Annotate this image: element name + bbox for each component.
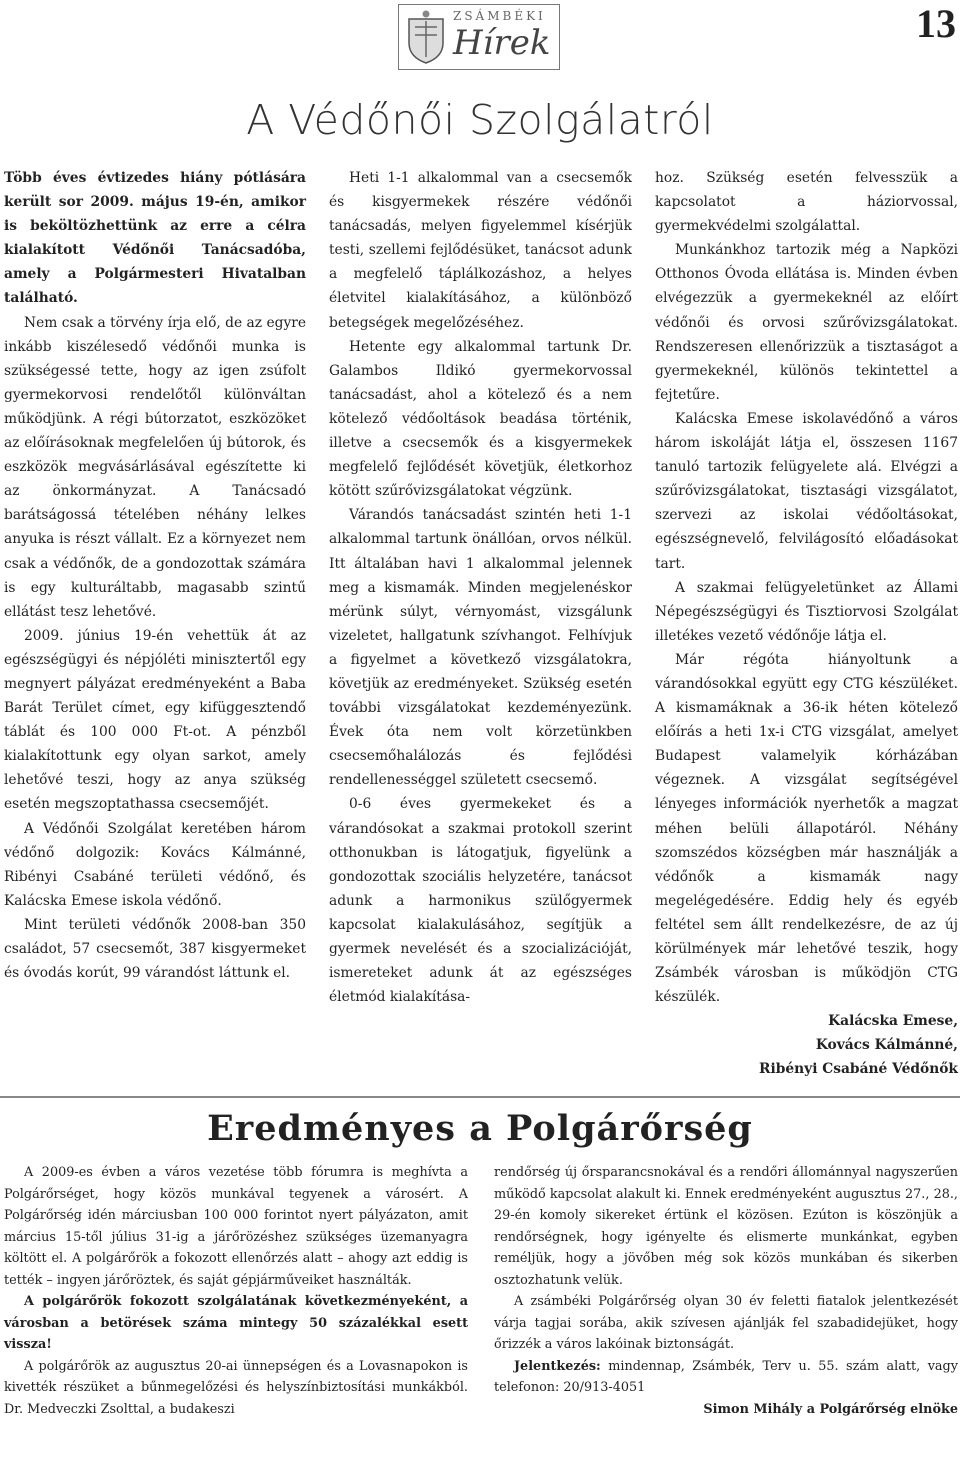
paragraph: Várandós tanácsadást szintén heti 1-1 alkalommal tartunk önállóan, orvos nélkül. Itt általában havi 1 alkalommal jelennek meg a kismamák. Minden megjelenéskor mérünk súlyt, vérnyomást, vizsgálunk vizeletet, hallgatunk szívhangot. Felhívjuk a figyelmet a következő vizsgálatokra, követjük az eredményeket. Szükség esetén további vizsgálatokat kezdeményezünk. Évek óta nem volt körzetünkben csecsemőhalálozás és fejlődési rendellenességgel született csecsemő. bbox=[329, 507, 632, 789]
article-column-2 bbox=[329, 166, 632, 1009]
contact-text: mindennap, Zsámbék, Terv u. 55. szám alatt, vagy telefonon: 20/913-4051 bbox=[494, 1358, 958, 1395]
paragraph: Hetente egy alkalommal tartunk Dr. Galambos Ildikó gyermekorvossal tanácsadást, ahol a kötelező és a nem kötelező védőoltások beadása történik, illetve a csecsemők és a kisgyermekek megfelelő fejlődését követjük, életkorhoz kötött szűrővizsgálatokat végzünk. bbox=[329, 338, 632, 500]
article2-column-right bbox=[494, 1162, 958, 1420]
brand-main: Hírek bbox=[453, 23, 551, 63]
town-crest-icon bbox=[405, 9, 447, 65]
paragraph: Munkánkhoz tartozik még a Napközi Otthonos Óvoda ellátása is. Minden évben elvégezzük a gyermekeknél az előírt védőnői és orvosi szűrővizsgálatokat. Rendszeresen ellenőrizzük a tisztaságot a gyermekeknél, különös tekintettel a fejtetűre. bbox=[655, 242, 958, 403]
signature-line: Kalácska Emese, bbox=[828, 1013, 958, 1030]
paragraph: rendőrség új őrsparancsnokával és a rendőri állománnyal nagyszerűen működő kapcsolat alakult ki. Ennek eredményeként augusztus 27., 28., 29-én komoly sikereket értünk el közösen. Ezúton is köszönjük a rendőrségnek, hogy igényelte és elismerte munkánkat, egyben reméljük, hogy a jövőben még sok közös munkában és sikerben osztozhatunk velük. bbox=[494, 1165, 958, 1288]
paragraph: A polgárőrök az augusztus 20-ai ünnepségen és a Lovasnapokon is kivették részüket a bűnmegelőzési és helyszínbiztosítási munkákból. Dr. Medveczki Zsolttal, a budakeszi bbox=[4, 1358, 468, 1417]
paragraph: A 2009-es évben a város vezetése több fórumra is meghívta a Polgárőrséget, hogy közös munkával tegyenek a városért. A Polgárőrség idén márciusban 100 000 forintot nyert pályázaton, amit március 15-től július 31-ig a járőrözéshez szükséges üzemanyagra költött el. A polgárőrök a fokozott ellenőrzés alatt – ahogy azt eddig is tették – ingyen járőröztek, és saját gépjárműveiket használták. bbox=[4, 1165, 468, 1288]
signature-line: Simon Mihály a Polgárőrség elnöke bbox=[703, 1401, 958, 1417]
paragraph: Kalácska Emese iskolavédőnő a város három iskoláját látja el, összesen 1167 tanuló tartozik felügyelete alá. Elvégzi a szűrővizsgálatokat, tisztasági vizsgálatot, szervezi az iskolai védőoltásokat, egészségnevelő, felvilágosító előadásokat tart. bbox=[655, 410, 958, 572]
highlight-paragraph: A polgárőrök fokozott szolgálatának következményeként, a városban a betörések száma mintegy 50 százalékkal esett vissza! bbox=[4, 1294, 468, 1352]
lead-paragraph: Több éves évtizedes hiány pótlására került sor 2009. május 19-én, amikor is beköltözhettünk az erre a célra kialakított Védőnői Tanácsadóba, amely a Polgármesteri Hivatalban található. bbox=[4, 170, 306, 307]
paragraph: 0-6 éves gyermekeket és a várandósokat a szakmai protokoll szerint otthonukban is látogatjuk, figyelünk a gondozottak szociális helyzetére, tanácsot adunk a harmonikus szülőgyermek kapcsolat kialakulásához, segítjük a gyermek nevelését és a szocializációját, ismereteket adunk át az egészséges életmód kialakítása- bbox=[329, 796, 632, 1006]
apply-label: Jelentkezés: bbox=[514, 1358, 601, 1374]
article-column-1 bbox=[4, 166, 306, 985]
paragraph: A zsámbéki Polgárőrség olyan 30 év feletti fiatalok jelentkezését várja tagjai sorába, akik szívesen ajánlják fel szabadidejüket, hogy őrizzék a város lakóinak biztonságát. bbox=[494, 1294, 958, 1352]
article-title: A Védőnői Szolgálatról bbox=[246, 96, 714, 144]
article-column-3 bbox=[655, 166, 958, 1082]
signature-line: Kovács Kálmánné, bbox=[815, 1037, 958, 1054]
masthead bbox=[398, 4, 560, 70]
brand-top: ZSÁMBÉKI bbox=[453, 9, 546, 23]
paragraph: A Védőnői Szolgálat keretében három védőnő dolgozik: Kovács Kálmánné, Ribényi Csabáné területi védőnő, és Kalácska Emese iskola védőnő. bbox=[4, 820, 306, 909]
paragraph: Nem csak a törvény írja elő, de az egyre inkább kiszélesedő védőnői munka is szükségessé tette, hogy az igen zsúfolt gyermekorvosi rendelőtől különváltan működjünk. A régi bútorzatot, eszközöket az előírásoknak megfelelően új bútorok, és eszközök megvásárlásával egészítette ki az önkormányzat. A Tanácsadó barátságossá tételében néhány lelkes anyuka is részt vállalt. Ez a környezet nem csak a védőnők, de a gondozottak számára is egy kulturáltabb, magasabb szintű ellátást tesz lehetővé. bbox=[4, 314, 306, 620]
paragraph: Már régóta hiányoltunk a várandósokkal együtt egy CTG készüléket. A kismamáknak a 36-ik héten kötelező előírás a heti 1x-i CTG vizsgálat, amelyet Budapest valamelyik kórházában végeznek. A vizsgálat segítségével lényeges információk nyerhetők a magzat méhen belüli állapotáról. Néhány szomszédos községben már használják a védőnők a kismamák nagy megelégedésére. Eddig hely és egyéb feltétel sem állt rendelkezésre, de az új körülmények már lehetővé teszik, hogy Zsámbék városban is működjön CTG készülék. bbox=[655, 651, 958, 1006]
contact-paragraph bbox=[494, 1356, 958, 1399]
paragraph: Mint területi védőnők 2008-ban 350 családot, 57 csecsemőt, 387 kisgyermeket és óvodás korút, 99 várandóst láttunk el. bbox=[4, 916, 306, 982]
signature-line: Ribényi Csabáné Védőnők bbox=[759, 1061, 958, 1078]
paragraph: A szakmai felügyeletünket az Állami Népegészségügyi és Tisztiorvosi Szolgálat illetékes vezető védőnője látja el. bbox=[655, 579, 958, 644]
paragraph: hoz. Szükség esetén felvesszük a kapcsolatot a háziorvossal, gyermekvédelmi szolgálattal. bbox=[655, 170, 958, 235]
paragraph: 2009. június 19-én vehettük át az egészségügyi és népjóléti minisztertől egy megnyert pályázat eredményeként a Baba Barát Terület címet, egy kifüggesztendő táblát és 100 000 Ft-ot. A pénzből kialakítottunk egy olyan sarkot, amely lehetővé teszi, hogy az anya szükség esetén megszoptathassa csecsemőjét. bbox=[4, 627, 306, 813]
article2-column-left bbox=[4, 1162, 468, 1420]
article2-title: Eredményes a Polgárőrség bbox=[207, 1108, 753, 1149]
section-divider bbox=[0, 1096, 960, 1098]
page-number: 13 bbox=[916, 1, 956, 46]
paragraph: Heti 1-1 alkalommal van a csecsemők és kisgyermekek részére védőnői tanácsadás, melyen figyelemmel kísérjük testi, szellemi fejlődésüket, tanácsot adunk a megfelelő táplálkozáshoz, a helyes életvitel kialakításához, a különböző betegségek megelőzéséhez. bbox=[329, 170, 632, 331]
